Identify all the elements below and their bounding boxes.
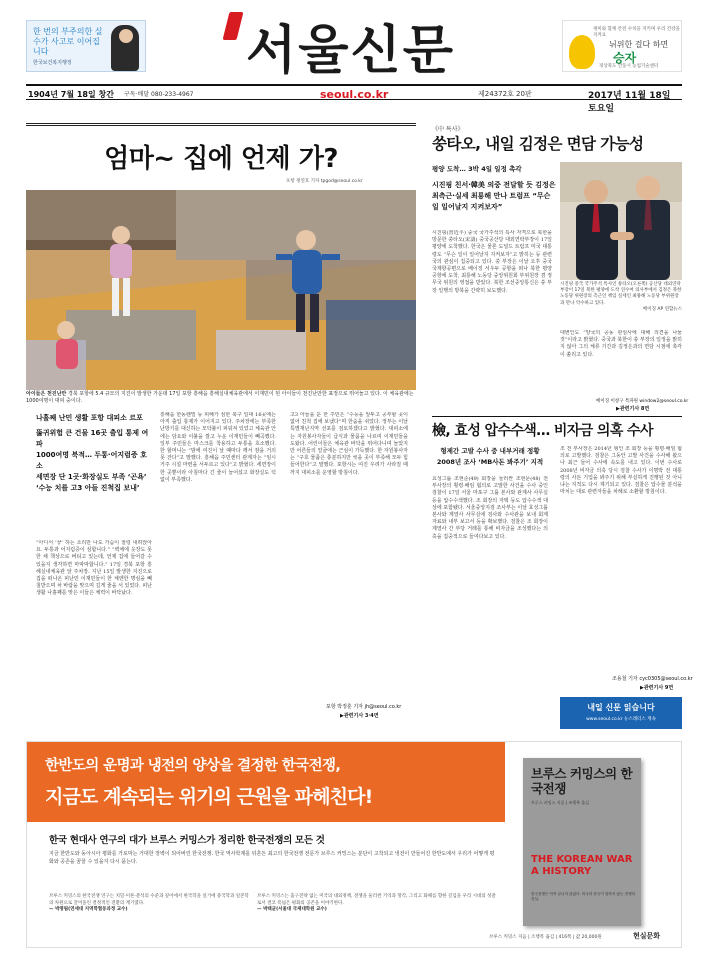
ad-quote-1-source: — 박명림(연세대 지역학협동과정 교수): [49, 907, 128, 912]
main-headline[interactable]: 엄마~ 집에 언제 가?: [104, 144, 338, 174]
ad-right-line1: 뉘위한 걸다 하면: [609, 40, 669, 49]
main-body-column-3: 고3 아들을 둔 한 주민은 “수능을 앞두고 공부할 곳이 없어 친척 집에 보냈다”며 한숨을 쉬었다. 정부는 이날 특별재난지역 선포를 검토하겠다고 밝혔다. 대피소에는 자원봉사자들이 급식과 물품을 나르며 이재민들을 도왔다. 어린이들은 체육관 바닥을 뛰어다니며 놀았지만 어른들의 얼굴에는 근심이 가득했다. 한 자원봉사자는 “구호 물품은 충분하지만 씻을 곳이 부족해 모두 힘들어한다”고 말했다. 포항시는 여진 우려가 사라질 때까지 대피소를 운영할 방침이다.: [290, 412, 408, 476]
main-subhead-3: 1000여명 북적… 두통·어지럼증 호소: [36, 451, 147, 470]
ad-right-mascot-image: [569, 35, 595, 69]
publication-date: 2017년 11월 18일 토요일: [588, 91, 671, 114]
main-body-column-2: 흥해읍 한동렌빌 등 피해가 심한 북구 일대 16곳에는 아직 출입 통제가 이어지고 있다. 주차장에는 부족한 난방기를 대신하는 모닥불이 피워져 있었고 체육관 안에는 담요와 이불을 깔고 누운 이재민들이 빼곡했다. 일부 주민들은 마스크를 착용하고 두통을 호소했다. 한 할머니는 “밤에 여진이 날 때마다 깨서 잠을 거의 못 잔다”고 말했다. 흥해읍 주민센터 관계자는 “임시 거주 시설 마련을 서두르고 있다”고 밝혔다. 세면장이 한 곳뿐이라 아침마다 긴 줄이 늘어섰고 화장실도 턱없이 부족했다.: [160, 412, 276, 483]
book-cover-author: 브루스 커밍스 지음 | 조행복 옮김: [531, 800, 589, 805]
ad-quote-2: [257, 894, 497, 914]
right2-deck: 형제간 고발 수사 중 내부거래 정황 2008년 조사 ‘MB사돈 봐주기’ 지적: [436, 447, 544, 466]
ad-book-info: 브루스 커밍스 지음 | 조행복 옮김 | 416쪽 | 값 20,000원: [489, 935, 602, 940]
main-photo-shelter-children: [26, 190, 416, 390]
ad-orange-banner: [27, 742, 505, 822]
main-caption-text: 경북 포항에 5.4 규모의 지진이 발생한 가운데 17일 포항 흥해읍 흥해실내체육관에서 이재민이 된 아이들이 천진난만한 표정으로 뛰어놀고 있다. 이 체육관에는 1000여명이 대피 중이다.: [26, 391, 414, 404]
right1-photo-caption: [560, 282, 682, 313]
right1-related-link[interactable]: ▶관련기사 8면: [616, 406, 650, 412]
right2-related-link[interactable]: ▶관련기사 9면: [640, 685, 674, 691]
ad-description: 지금 한반도와 동아시아 평화를 가로막는 거대한 장벽이 되어버린 한국전쟁. 한국 역사학계를 뒤흔든 최고의 한국전쟁 전문가 브루스 커밍스는 분단이 고착되고 냉전이 만들어진 한반도에서 우리가 어떻게 평화와 공존을 꿈꿀 수 있을지 다시 묻는다.: [49, 851, 495, 865]
main-photo-credit-small: 포항 정연호 기자 tpgod@seoul.co.kr: [286, 179, 363, 184]
main-subhead-5: ‘수능 치를 고3 아들 진척집 보내’: [36, 484, 140, 492]
book-cover[interactable]: [523, 758, 641, 926]
book-cover-notes: 한국전쟁은 아직 끝나지 않았다. 미국과 한국이 말하지 않는 전쟁의 진실.: [531, 892, 636, 901]
newsletter-promo-subtitle: www.seoul.co.kr 뉴스레터스 계속: [586, 717, 656, 722]
ad-quote-1: [49, 894, 249, 914]
subscription-phone: 구독·배달 080-233-4967: [124, 91, 194, 98]
ad-left-model-face: [119, 29, 133, 43]
ad-right-line2: 승자: [613, 51, 637, 65]
right1-caption-text: 시진핑 중국 국가주석 특사인 쑹타오(오른쪽) 공산당 대외연락부장이 17일 북한 평양에 도착 연수여 의사부에서 김정은 북한 노동당 위원장의 측근인 책임 실세인 최룡해 노동당 부위원장과 만나 악수하고 있다.: [560, 282, 682, 306]
newsletter-promo-title: 내일 신문 읽습니다: [587, 703, 655, 712]
founded-date: 1904년 7월 18일 창간: [28, 90, 114, 99]
right1-photo-handshake: [560, 162, 682, 280]
bottom-book-ad[interactable]: [26, 741, 682, 948]
handshake-photo-illustration: [560, 162, 682, 280]
main-caption-lead: 아이들은 천진난만: [26, 391, 67, 397]
book-cover-title: 브루스 커밍스의 한국전쟁: [531, 766, 633, 796]
issue-number: 제24372호 20판: [478, 90, 532, 98]
right1-kicker: 《中 특사》: [432, 126, 464, 133]
ad-left-headline: 한 번의 부주의한 실수가 사고로 이어집니다: [33, 27, 103, 56]
right1-deck-1: 평양 도착… 3박 4일 일정 촉각: [432, 165, 522, 173]
ad-quote-2-text: 브루스 커밍스는 출구전략 없는 미국의 대외정책, 전쟁을 둘러싼 기억과 망각, 그리고 화해를 향한 길임을 우리 시대의 성찰로서 결코 폭넓은 평화의 공존을 이야기한다.: [257, 894, 496, 906]
newspaper-logo[interactable]: 서울신문: [246, 20, 455, 81]
right1-body-column-1: 시진핑(習近平) 중국 국가주석의 특사 자격으로 북한을 방문한 쑹타오(宋濤) 중국공산당 대외연락부장이 17일 평양에 도착했다. 한국은 물론 도널드 트럼프 미국 대통령도 “무슨 일이 일어날지 지켜보자”고 밝히는 등 관련국의 관심이 집중되고 있다. 쑹 부장은 이날 오후 중국국제항공편으로 베이징 서우두 공항을 떠나 북한 평양 공항에 도착, 최룡해 노동당 중앙위원회 부위원장 겸 정무국 위원의 영접을 받았다. 북한 조선중앙통신은 쑹 부장 일행의 방북을 간략히 보도했다.: [432, 230, 552, 294]
right-column-divider: [432, 416, 682, 417]
book-cover-english-title: THE KOREAN WAR A HISTORY: [531, 854, 633, 877]
right1-photo-credit: 베이징 AP 연합뉴스: [642, 306, 682, 312]
newsletter-promo-box[interactable]: [560, 697, 682, 729]
main-photo-caption: [26, 391, 416, 405]
ad-left-sponsor: 한국보건복지행정: [33, 60, 72, 66]
right2-body-column-1: 효성그룹 조현준(49) 회장을 둘러싼 조현문(48) 전 부사장의 횡령·배임 혐의로 고발한 사건을 수사 중인 검찰이 17일 서울 마포구 그룹 본사와 관계사 사무실 등을 압수수색했다. 조 회장의 자택 등도 압수수색 대상에 포함됐다. 서울중앙지검 조사부는 이날 효성그룹 본사와 계열사 사무실에 검사와 수사관을 보내 회계 자료와 내부 보고서 등을 확보했다. 검찰은 조 회장이 계열사 간 부당 거래를 통해 비자금을 조성했다는 의혹을 집중적으로 들여다보고 있다.: [432, 476, 548, 540]
right2-headline[interactable]: 檢, 효성 압수수색… 비자금 의혹 수사: [432, 423, 653, 439]
main-related-link[interactable]: ▶관련기사 3·4면: [340, 713, 379, 719]
website-link[interactable]: seoul.co.kr: [320, 88, 389, 101]
main-subhead-1: 나흘째 난민 생활 포항 대피소 르포: [36, 414, 143, 422]
main-subhead-2: 뚫귀위험 큰 건물 16곳 출입 통제 여파: [36, 429, 149, 448]
main-subheads: [36, 413, 152, 494]
right1-reporter-credit: 베이징 이창구 특파원 window2@seoul.co.kr: [596, 399, 689, 404]
ad-right-footer: 경상북도 안동시 농업기술센터: [599, 64, 659, 69]
right1-deck-2: 시진핑 친서·韓美 의중 전달할 듯 김정은 최측근·실세 최룡해 만나 트럼프 “무슨 일 일어날지 지켜보자”: [432, 181, 556, 211]
right1-body-column-2: 대변인도 “양국의 공동 관심사에 대해 의견을 나눌 것”이라고 밝혔다. 중국과 북한이 쑹 부장의 일정을 밝히지 않아 그의 체류 기간과 김정은과의 면담 시점에 촉각이 쏠리고 있다.: [560, 330, 682, 358]
ad-headline-1: 한반도의 운명과 냉전의 양상을 결정한 한국전쟁,: [45, 758, 341, 774]
shelter-photo-illustration: [26, 190, 416, 390]
main-body-column-1: “아디서 ‘꿍’ 하는 소리만 나도 가슴이 철렁 내려앉아요. 두통과 어지럼증이 심합니다.” “벽체에 옷장도 못한 채 책상으로 버티고 있는데, 언제 집에 들어갈 수 있을지 생각하면 마막막합니다.” 17일 경북 포항 흥해실내체육관 앞 주차장. 지난 15일 발생한 지진으로 집을 떠나온 피난민 이재민들이 한 체엔한 명심을 빼칠받으며 차 바람을 맞으며 길게 줄을 서 있었다. 피난 생활 나흘째를 맞은 이들은 체력이 바닥났다.: [36, 540, 152, 597]
top-left-ad[interactable]: [26, 20, 146, 72]
right2-body-column-2: 조 전 부사장은 2014년 형인 조 회장 등을 횡령·배임 혐의로 고발했다. 검찰은 그동안 고발 사건을 수사해 왔으나 최근 들어 수사에 속도를 내고 있다. 이번 수사로 2008년 비자금 의혹 당시 검찰 수사가 이명박 전 대통령의 사돈 기업을 봐주기 위해 부실하게 진행된 것 아니냐는 지적도 다시 제기되고 있다. 검찰은 압수물 분석을 마치는 대로 관련자들을 차례로 소환할 방침이다.: [560, 446, 682, 496]
right2-reporter-credit: 조용철 기자 cyc0305@seoul.co.kr: [612, 676, 693, 682]
ad-quote-2-source: — 박태균(서울대 국제대학원 교수): [257, 907, 327, 912]
ad-right-small-text: 재미와 함께 안전 수칙을 지키며 우리 건강을 지켜요: [593, 27, 680, 38]
main-reporter-credit: 포항 박정훈 기자 jh@seoul.co.kr: [326, 704, 402, 710]
main-subhead-4: 세면장 단 1곳·화장실도 부족 ‘곤욕’: [36, 473, 147, 481]
ad-subheadline: 한국 현대사 연구의 대가 브루스 커밍스가 정리한 한국전쟁의 모든 것: [49, 835, 325, 846]
ad-headline-2: 지금도 계속되는 위기의 근원을 파헤친다!: [45, 786, 373, 808]
ad-quote-1-text: 브루스 커밍스의 한국전쟁 연구는 치밀·이론·분석의 수준과 깊이에서 한국학을 일거에 중국학과 일본학의 차원으로 끌어올린 결정적인 전환의 계기였다.: [49, 894, 249, 906]
top-right-ad[interactable]: [562, 20, 682, 72]
ad-publisher-logo: 현실문화: [633, 932, 661, 940]
right1-headline[interactable]: 쑹타오, 내일 김정은 면담 가능성: [432, 135, 644, 153]
dateline-bar: [26, 84, 682, 114]
